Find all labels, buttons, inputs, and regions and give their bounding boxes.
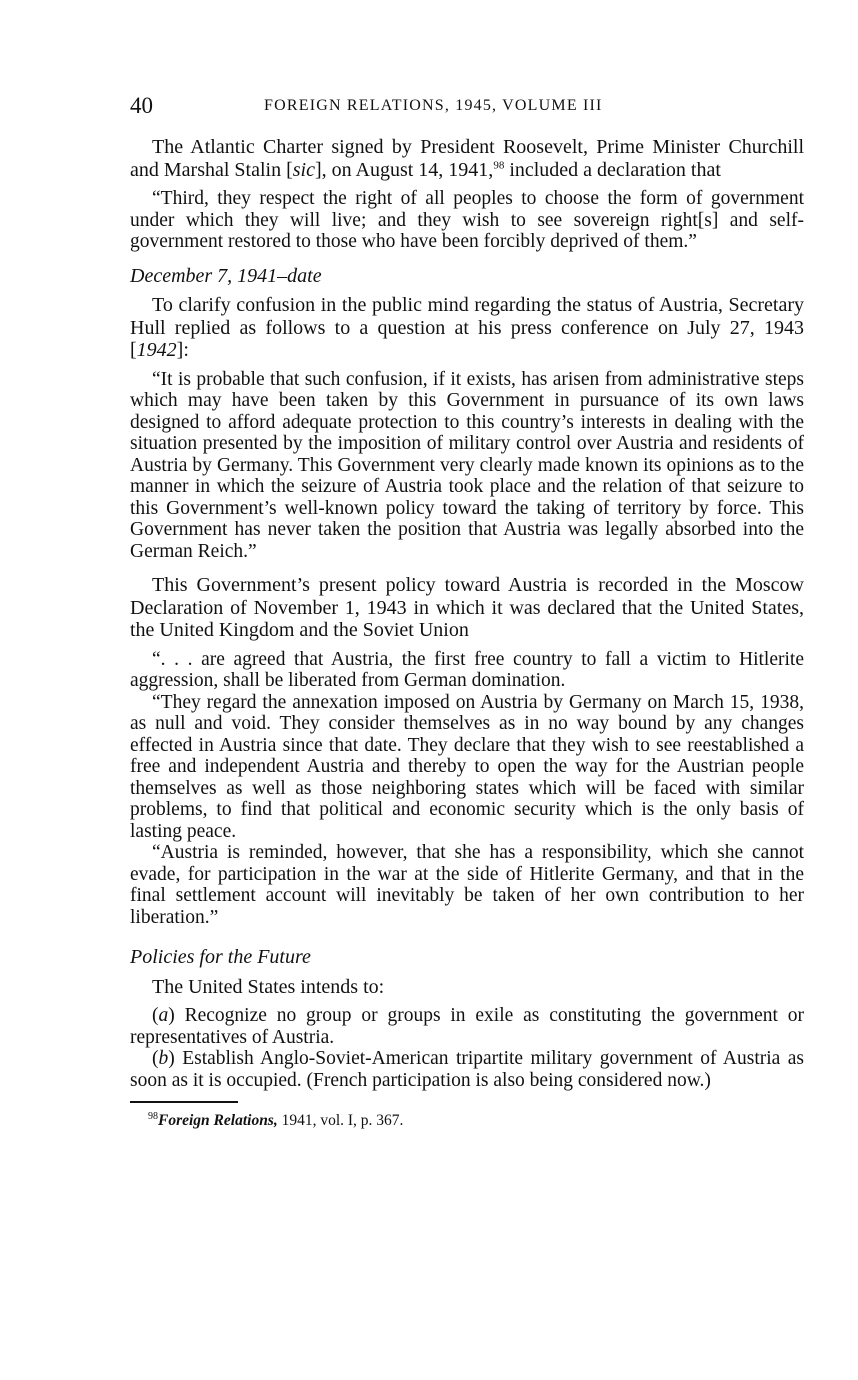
text-span: The Atlantic Charter signed by President Roosevelt, Prime Minister Churchill and Marshal Stalin [ bbox=[130, 136, 804, 181]
footnote bbox=[130, 1111, 804, 1131]
atlantic-charter-paragraph bbox=[130, 136, 804, 181]
running-head: FOREIGN RELATIONS, 1945, VOLUME III bbox=[264, 97, 603, 114]
text-span: To clarify confusion in the public mind regarding the status of Austria, Secretary Hull replied as follows to a question at his press conference on July 27, 1943 [ bbox=[130, 294, 804, 361]
text-span: ]: bbox=[176, 339, 189, 361]
intends-paragraph: The United States intends to: bbox=[152, 975, 385, 998]
sic-italic: sic bbox=[292, 158, 315, 181]
page-body bbox=[130, 136, 804, 1131]
moscow-quote-3: “Austria is reminded, however, that she has a responsibility, which she cannot evade, for participation in the war at the side of Hitlerite Germany, and that in the final settlement account will inevitably be taken of her own contribution to her liberation.” bbox=[130, 842, 804, 928]
item-label: b bbox=[158, 1048, 169, 1069]
footnote-text: 1941, vol. I, p. 367. bbox=[277, 1112, 404, 1129]
footnote-mark: 98 bbox=[148, 1110, 158, 1122]
atlantic-charter-quote: “Third, they respect the right of all peoples to choose the form of government under which they will live; and they wish to see sovereign right[s] and self-government restored to those who have been forcibly deprived of them.” bbox=[130, 188, 804, 252]
section-heading-date: December 7, 1941–date bbox=[130, 264, 322, 287]
policy-item-a: (a) Recognize no group or groups in exile as constituting the government or representatives of Austria. bbox=[130, 1005, 804, 1048]
hull-press-paragraph bbox=[130, 294, 804, 362]
section-heading-policies: Policies for the Future bbox=[130, 946, 311, 968]
item-text: Establish Anglo-Soviet-American tripartite military government of Austria as soon as it is occupied. (French participation is also being considered now.) bbox=[130, 1048, 804, 1091]
text-span: included a declaration that bbox=[504, 158, 721, 181]
moscow-declaration-paragraph: This Government’s present policy toward Austria is recorded in the Moscow Declaration of November 1, 1943 in which it was declared that the United States, the United Kingdom and the Soviet Union bbox=[130, 574, 804, 641]
policy-item-b: (b) Establish Anglo-Soviet-American tripartite military government of Austria as soon as it is occupied. (French participation is also being considered now.) bbox=[130, 1048, 804, 1091]
footnote-divider bbox=[130, 1101, 238, 1103]
moscow-quote-1: “. . . are agreed that Austria, the first free country to fall a victim to Hitlerite aggression, shall be liberated from German domination. bbox=[130, 648, 804, 691]
page-number: 40 bbox=[130, 93, 153, 118]
item-label: a bbox=[158, 1005, 169, 1026]
text-span: ], on August 14, 1941, bbox=[314, 158, 494, 181]
page-header bbox=[130, 93, 804, 123]
footnote-ref: 98 bbox=[493, 158, 505, 171]
item-text: Recognize no group or groups in exile as constituting the government or representatives of Austria. bbox=[130, 1005, 804, 1048]
year-italic: 1942 bbox=[136, 339, 177, 361]
moscow-quote-2: “They regard the annexation imposed on Austria by Germany on March 15, 1938, as null and void. They consider themselves as in no way bound by any changes effected in Austria since that date. They declare that they wish to see reestablished a free and independent Austria and thereby to open the way for the Austrian people themselves as well as those neighboring states which will be faced with similar problems, to find that political and economic security which is the only basis of lasting peace. bbox=[130, 691, 804, 842]
footnote-title: Foreign Relations, bbox=[158, 1112, 278, 1129]
hull-quote: “It is probable that such confusion, if it exists, has arisen from administrative steps which may have been taken by this Government in pursuance of its own laws designed to afford adequate protection to this country’s interests in dealing with the situation presented by the imposition of military control over Austria and residents of Austria by Germany. This Government very clearly made known its opinions as to the manner in which the seizure of Austria took place and the relation of that seizure to this Government’s well-known policy toward the taking of territory by force. This Government has never taken the position that Austria was legally absorbed into the German Reich.” bbox=[130, 368, 804, 562]
